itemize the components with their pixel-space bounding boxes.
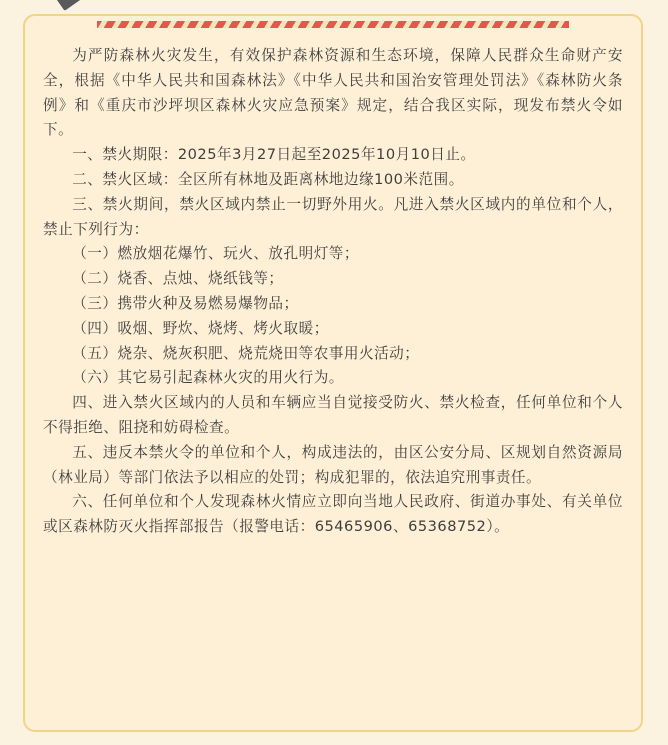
paragraph-area: 二、禁火区域：全区所有林地及距离林地边缘100米范围。 — [72, 170, 464, 188]
notice-body — [43, 44, 623, 540]
list-item-4: （四）吸烟、野炊、烧烤、烤火取暖； — [72, 319, 329, 337]
list-item-3: （三）携带火种及易燃易爆物品； — [72, 294, 299, 312]
paragraph-penalty: 五、违反本禁火令的单位和个人，构成违法的，由区公安分局、区规划自然资源局（林业局）等部门依法予以相应的处罚；构成犯罪的，依法追究刑事责任。 — [43, 443, 623, 486]
paragraph-prohibition: 三、禁火期间，禁火区域内禁止一切野外用火。凡进入禁火区域内的单位和个人，禁止下列行为： — [43, 195, 623, 238]
list-item-5: （五）烧杂、烧灰积肥、烧荒烧田等农事用火活动； — [72, 344, 420, 362]
list-item-1: （一）燃放烟花爆竹、玩火、放孔明灯等； — [72, 245, 359, 263]
paragraph-intro: 为严防森林火灾发生，有效保护森林资源和生态环境，保障人民群众生命财产安全，根据《中华人民共和国森林法》《中华人民共和国治安管理处罚法》《森林防火条例》和《重庆市沙坪坝区森林火灾应急预案》规定，结合我区实际，现发布禁火令如下。 — [43, 47, 623, 139]
paragraph-report: 六、任何单位和个人发现森林火情应立即向当地人民政府、街道办事处、有关单位或区森林防灭火指挥部报告（报警电话：65465906、65368752）。 — [43, 493, 623, 536]
list-item-6: （六）其它易引起森林火灾的用火行为。 — [72, 369, 344, 387]
paragraph-inspection: 四、进入禁火区域内的人员和车辆应当自觉接受防火、禁火检查，任何单位和个人不得拒绝、阻挠和妨碍检查。 — [43, 394, 623, 436]
corner-decoration — [55, 0, 82, 11]
decorative-stripe-band — [97, 21, 569, 28]
paragraph-period: 一、禁火期限：2025年3月27日起至2025年10月10日止。 — [72, 146, 476, 164]
list-item-2: （二）烧香、点烛、烧纸钱等； — [72, 270, 284, 288]
